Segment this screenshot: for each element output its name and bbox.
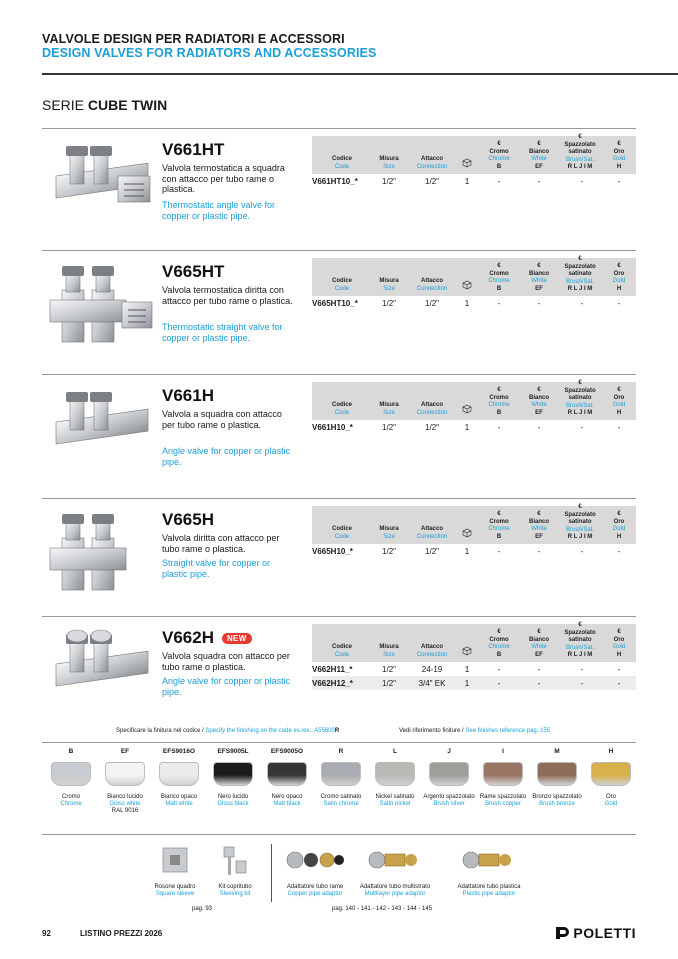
- row-qty: 1: [464, 177, 470, 186]
- finish-extra: RAL 9016: [111, 808, 139, 814]
- row-price-chrome: -: [497, 665, 501, 674]
- finish-name-it: Nickel satinato: [375, 794, 415, 800]
- package-icon: [460, 280, 474, 294]
- finish-name-it: Nero lucido: [217, 794, 249, 800]
- row-price-white: -: [537, 177, 541, 186]
- product-desc-it: Valvola squadra con attacco per tubo rame o plastica.: [162, 651, 290, 672]
- package-icon: [460, 158, 474, 172]
- row-qty: 1: [464, 679, 470, 688]
- finish-efs9005l: [204, 748, 262, 808]
- finish-name-it: Bianco lucido: [107, 794, 143, 800]
- row-price-brush: -: [580, 665, 584, 674]
- finish-swatch: [105, 762, 145, 786]
- finish-swatch: [267, 762, 307, 786]
- finish-name-it: Rame spazzolato: [479, 794, 527, 800]
- finish-swatches: [42, 748, 636, 822]
- product-name: [162, 386, 214, 406]
- finish-i: [474, 748, 532, 808]
- finish-name-en: Gloss black: [217, 801, 249, 807]
- row-price-gold: -: [617, 665, 621, 674]
- product-v662h: [42, 620, 636, 706]
- finish-name-it: Cromo: [61, 794, 80, 800]
- row-size: 1/2": [382, 679, 396, 688]
- row-price-white: -: [537, 299, 541, 308]
- finish-name-en: Brush silver: [433, 801, 465, 807]
- product-v661ht: [42, 132, 636, 250]
- finish-code: R: [338, 748, 344, 755]
- accessory-name-it: Adattatore tubo plastica: [457, 884, 521, 890]
- accessory-name-it: Adattatore tubo multistrato: [359, 884, 431, 890]
- copper-pipe-adaptor-icon: [276, 842, 354, 878]
- row-code: V662H11_*: [312, 665, 353, 674]
- accessory-name-en: Plastic pipe adaptor: [462, 891, 516, 897]
- finish-code: EF: [120, 748, 130, 755]
- row-code: V665HT10_*: [312, 299, 358, 308]
- finish-swatch: [51, 762, 91, 786]
- product-image: [42, 508, 160, 603]
- finish-code: EFS9005L: [217, 748, 249, 755]
- product-desc-en: Thermostatic straight valve for copper or plastic pipe.: [162, 322, 283, 343]
- finish-h: [582, 748, 640, 808]
- row-connection: 3/4" EK: [418, 679, 446, 688]
- finish-name-en: Chrome: [60, 801, 82, 807]
- package-icon: [460, 404, 474, 418]
- product-desc-it: Valvola termostatica diritta con attacco per tubo rame o plastica.: [162, 285, 293, 306]
- row-size: 1/2": [382, 299, 396, 308]
- finish-name-en: Satin nickel: [379, 801, 411, 807]
- row-price-chrome: -: [497, 299, 501, 308]
- accessory-name-en: Sleeving kit: [219, 891, 251, 897]
- finish-swatch: [429, 762, 469, 786]
- finish-efs9005o: [258, 748, 316, 808]
- product-v665h: [42, 502, 636, 616]
- row-size: 1/2": [382, 177, 396, 186]
- finish-r: [312, 748, 370, 808]
- price-table-row: [312, 174, 636, 188]
- accessory-name-it: Kit copritubo: [218, 884, 252, 890]
- row-price-chrome: -: [497, 679, 501, 688]
- row-price-white: -: [537, 423, 541, 432]
- new-badge: NEW: [222, 633, 252, 644]
- finish-code: EFS9005O: [270, 748, 304, 755]
- row-qty: 1: [464, 423, 470, 432]
- finish-swatch: [213, 762, 253, 786]
- package-icon: [460, 528, 474, 542]
- series-prefix: SERIE: [42, 97, 85, 113]
- finish-spec-bold: R: [334, 728, 340, 734]
- product-code-title: V662H: [162, 628, 214, 647]
- row-connection: 24-19: [421, 665, 443, 674]
- row-price-brush: -: [580, 547, 584, 556]
- finish-name-it: Argento spazzolato: [423, 794, 475, 800]
- brand-logo: [554, 925, 636, 941]
- finish-code: B: [68, 748, 74, 755]
- sleeving-kit-icon: [196, 842, 274, 878]
- price-table-row: [312, 296, 636, 310]
- row-code: V662H12_*: [312, 679, 353, 688]
- finish-code: H: [608, 748, 614, 755]
- product-image: [42, 260, 160, 355]
- price-table: [312, 506, 636, 558]
- price-table: [312, 258, 636, 310]
- finish-ref-note: [399, 728, 550, 734]
- accessory-plastic-pipe-adaptor: [450, 842, 528, 898]
- finish-name-en: Matt black: [273, 801, 301, 807]
- product-name: [162, 510, 214, 530]
- accessory-name-en: Square sleeve: [155, 891, 195, 897]
- finish-code: L: [393, 748, 397, 755]
- row-price-gold: -: [617, 423, 621, 432]
- price-table: [312, 624, 636, 690]
- catalog-name: LISTINO PREZZI 2026: [80, 929, 163, 938]
- finish-code: EFS9016O: [162, 748, 196, 755]
- row-connection: 1/2": [425, 177, 439, 186]
- finish-efs9016o: [150, 748, 208, 808]
- finish-name-it: Bronzo spazzolato: [532, 794, 582, 800]
- finish-swatch: [375, 762, 415, 786]
- product-code-title: V665HT: [162, 262, 225, 281]
- finish-name-en: Satin chrome: [323, 801, 359, 807]
- page-ref-right: pag. 140 - 141 - 142 - 143 - 144 - 145: [332, 906, 433, 912]
- product-v665ht: [42, 254, 636, 374]
- price-table: [312, 136, 636, 188]
- finish-code: I: [502, 748, 504, 755]
- finish-ef: [96, 748, 154, 815]
- product-desc-it: Valvola a squadra con attacco per tubo rame o plastica.: [162, 409, 282, 430]
- row-price-chrome: -: [497, 547, 501, 556]
- finish-code: M: [554, 748, 560, 755]
- price-table: [312, 382, 636, 434]
- product-code-title: V661HT: [162, 140, 225, 159]
- product-name: [162, 262, 224, 282]
- price-table-header: Codice Code Misura Size Attacco Connection € Cromo Chrome B € Bianco White EF € Spazzolato satinato Brush/Sat. R L J I M € Oro Gold H: [312, 506, 636, 544]
- finish-m: [528, 748, 586, 808]
- plastic-pipe-adaptor-icon: [450, 842, 528, 878]
- product-name: [162, 628, 252, 648]
- price-table-row: [312, 662, 636, 676]
- product-code-title: V661H: [162, 386, 214, 405]
- price-table-row: [312, 544, 636, 558]
- accessory-copper-pipe-adaptor: [276, 842, 354, 898]
- product-desc-en: Straight valve for copper or plastic pipe.: [162, 558, 271, 579]
- product-image: [42, 138, 160, 233]
- product-image: [42, 626, 160, 721]
- product-divider: [42, 250, 636, 251]
- multilayer-pipe-adaptor-icon: [356, 842, 434, 878]
- row-connection: 1/2": [425, 299, 439, 308]
- product-divider: [42, 498, 636, 499]
- finish-spec-note: [116, 728, 339, 734]
- poletti-logo-icon: [554, 926, 570, 940]
- row-code: V661HT10_*: [312, 177, 358, 186]
- accessory-divider: [42, 834, 636, 835]
- header-divider: [42, 73, 678, 75]
- row-qty: 1: [464, 665, 470, 674]
- finish-name-it: Bianco opaco: [160, 794, 198, 800]
- product-desc-en: Angle valve for copper or plastic pipe.: [162, 446, 291, 467]
- row-connection: 1/2": [425, 547, 439, 556]
- finish-b: [42, 748, 100, 808]
- accessory-name-it: Adattatore tubo rame: [286, 884, 344, 890]
- row-qty: 1: [464, 547, 470, 556]
- finish-swatch: [537, 762, 577, 786]
- accessory-sleeving-kit: [196, 842, 274, 898]
- row-code: V661H10_*: [312, 423, 353, 432]
- row-connection: 1/2": [425, 423, 439, 432]
- product-divider: [42, 374, 636, 375]
- row-code: V665H10_*: [312, 547, 353, 556]
- product-desc-it: Valvola termostatica a squadra con attacco per tubo rame o plastica.: [162, 163, 285, 194]
- finish-name-en: Gloss white: [109, 801, 141, 807]
- row-price-brush: -: [580, 423, 584, 432]
- page-number: 92: [42, 929, 51, 938]
- row-qty: 1: [464, 299, 470, 308]
- price-table-row: [312, 676, 636, 690]
- finish-ref-en: See finishes reference pag. 155: [465, 728, 551, 734]
- header-title-it: VALVOLE DESIGN PER RADIATORI E ACCESSORI: [42, 32, 345, 46]
- row-price-gold: -: [617, 299, 621, 308]
- product-v661h: [42, 378, 636, 498]
- price-table-header: Codice Code Misura Size Attacco Connection € Cromo Chrome B € Bianco White EF € Spazzolato satinato Brush/Sat. R L J I M € Oro Gold H: [312, 382, 636, 420]
- row-price-white: -: [537, 547, 541, 556]
- row-size: 1/2": [382, 547, 396, 556]
- finish-name-en: Gold: [604, 801, 618, 807]
- finish-code: J: [447, 748, 451, 755]
- row-price-white: -: [537, 665, 541, 674]
- finish-swatch: [321, 762, 361, 786]
- brand-name: POLETTI: [573, 925, 636, 941]
- product-desc-en: Angle valve for copper or plastic pipe.: [162, 676, 291, 697]
- accessory-vertical-divider: [271, 844, 272, 902]
- accessory-name-en: Copper pipe adaptor: [287, 891, 343, 897]
- product-desc-en: Thermostatic angle valve for copper or plastic pipe.: [162, 200, 276, 221]
- accessory-name-en: Multilayer pipe adaptor: [364, 891, 426, 897]
- row-price-brush: -: [580, 679, 584, 688]
- row-price-gold: -: [617, 177, 621, 186]
- row-price-chrome: -: [497, 177, 501, 186]
- row-size: 1/2": [382, 423, 396, 432]
- package-icon: [460, 646, 474, 660]
- finish-spec-en: Specify the finishing on the code es./ex.: A55600: [205, 728, 335, 734]
- price-table-header: Codice Code Misura Size Attacco Connection € Cromo Chrome B € Bianco White EF € Spazzolato satinato Brush/Sat. R L J I M € Oro Gold H: [312, 136, 636, 174]
- row-price-chrome: -: [497, 423, 501, 432]
- finish-divider: [42, 742, 636, 743]
- price-table-header: Codice Code Misura Size Attacco Connection € Cromo Chrome B € Bianco White EF € Spazzolato satinato Brush/Sat. R L J I M € Oro Gold H: [312, 624, 636, 662]
- series-name: CUBE TWIN: [87, 97, 168, 113]
- price-table-header: Codice Code Misura Size Attacco Connection € Cromo Chrome B € Bianco White EF € Spazzolato satinato Brush/Sat. R L J I M € Oro Gold H: [312, 258, 636, 296]
- accessory-multilayer-pipe-adaptor: [356, 842, 434, 898]
- finish-swatch: [159, 762, 199, 786]
- product-divider: [42, 128, 636, 129]
- row-price-brush: -: [580, 177, 584, 186]
- product-image: [42, 384, 160, 479]
- row-price-white: -: [537, 679, 541, 688]
- finish-swatch: [483, 762, 523, 786]
- row-price-gold: -: [617, 679, 621, 688]
- product-code-title: V665H: [162, 510, 214, 529]
- product-divider: [42, 616, 636, 617]
- finish-l: [366, 748, 424, 808]
- finish-swatch: [591, 762, 631, 786]
- product-desc-it: Valvola diritta con attacco per tubo rame o plastica.: [162, 533, 280, 554]
- finish-spec-it: Specificare la finitura nel codice /: [116, 728, 206, 734]
- finish-name-en: Matt white: [165, 801, 193, 807]
- page-ref-left: pag. 93: [192, 906, 213, 912]
- finish-name-it: Cromo satinato: [320, 794, 362, 800]
- series-title: [42, 97, 167, 113]
- accessory-name-it: Rosone quadro: [154, 884, 196, 890]
- row-size: 1/2": [382, 665, 396, 674]
- finish-ref-it: Vedi riferimento finiture /: [399, 728, 466, 734]
- finish-name-it: Oro: [605, 794, 616, 800]
- finish-j: [420, 748, 478, 808]
- finish-name-it: Nero opaco: [271, 794, 303, 800]
- row-price-gold: -: [617, 547, 621, 556]
- finish-name-en: Brush bronze: [539, 801, 575, 807]
- header-title-en: DESIGN VALVES FOR RADIATORS AND ACCESSORIES: [42, 46, 377, 60]
- row-price-brush: -: [580, 299, 584, 308]
- product-name: [162, 140, 224, 160]
- finish-name-en: Brush copper: [485, 801, 521, 807]
- price-table-row: [312, 420, 636, 434]
